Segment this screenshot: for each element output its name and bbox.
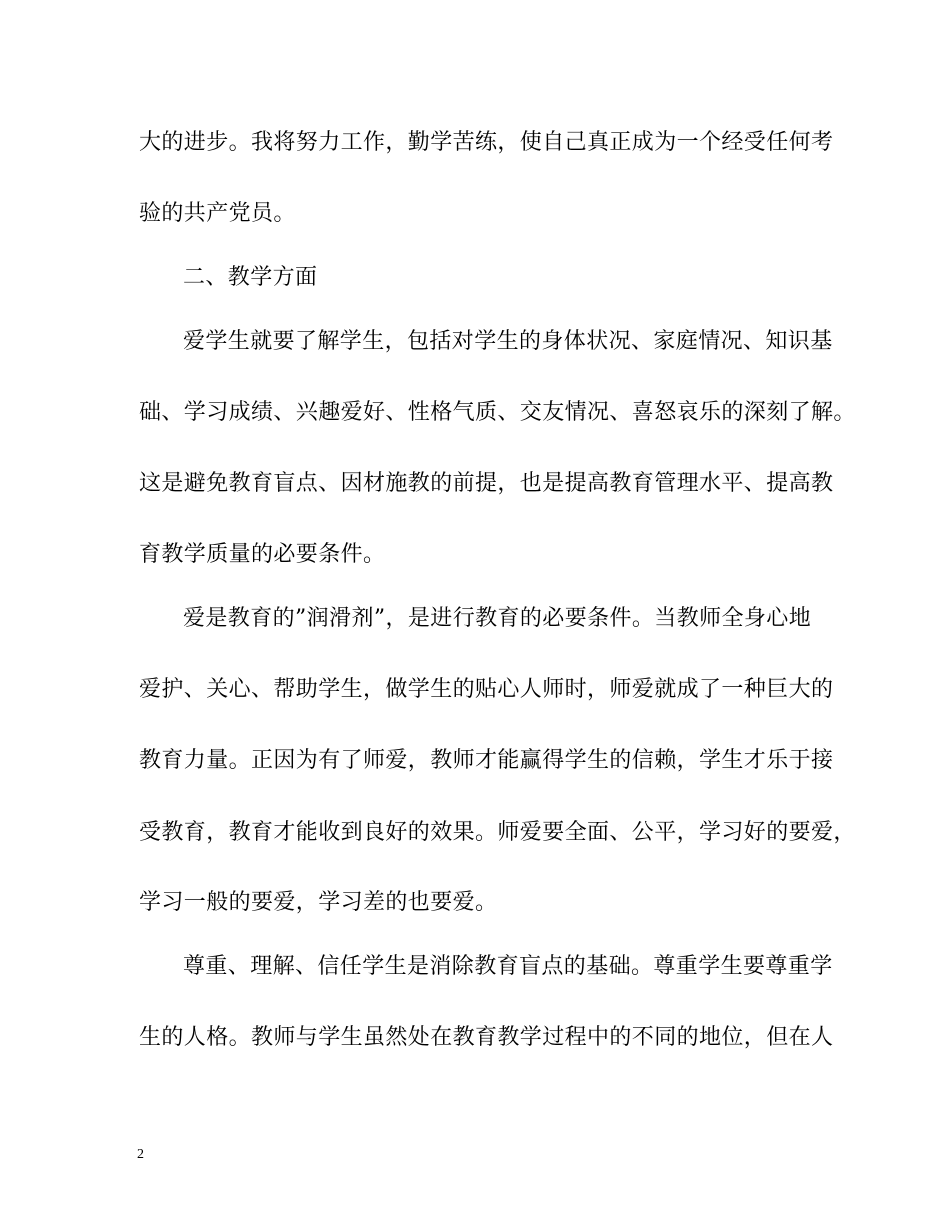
text-line-8: 爱是教育的”润滑剂”，是进行教育的必要条件。当教师全身心地 (183, 606, 812, 631)
section-heading: 二、教学方面 (183, 265, 318, 290)
text-line-11: 受教育，教育才能收到良好的效果。师爱要全面、公平，学习好的要爱， (139, 820, 856, 845)
text-line-9: 爱护、关心、帮助学生，做学生的贴心人师时，师爱就成了一种巨大的 (139, 677, 834, 702)
text-line-1: 大的进步。我将努力工作，勤学苦练，使自己真正成为一个经受任何考 (139, 130, 834, 155)
text-line-5: 础、学习成绩、兴趣爱好、性格气质、交友情况、喜怒哀乐的深刻了解。 (139, 400, 856, 425)
text-line-13: 尊重、理解、信任学生是消除教育盲点的基础。尊重学生要尊重学 (183, 954, 833, 979)
page-number: 2 (137, 1147, 144, 1162)
text-line-6: 这是避免教育盲点、因材施教的前提，也是提高教育管理水平、提高教 (139, 471, 834, 496)
text-line-12: 学习一般的要爱，学习差的也要爱。 (139, 890, 498, 915)
text-line-2: 验的共产党员。 (139, 201, 296, 226)
text-line-14: 生的人格。教师与学生虽然处在教育教学过程中的不同的地位，但在人 (139, 1025, 834, 1050)
text-line-7: 育教学质量的必要条件。 (139, 542, 386, 567)
text-line-10: 教育力量。正因为有了师爱，教师才能赢得学生的信赖，学生才乐于接 (139, 748, 834, 773)
text-line-4: 爱学生就要了解学生，包括对学生的身体状况、家庭情况、知识基 (183, 329, 833, 354)
